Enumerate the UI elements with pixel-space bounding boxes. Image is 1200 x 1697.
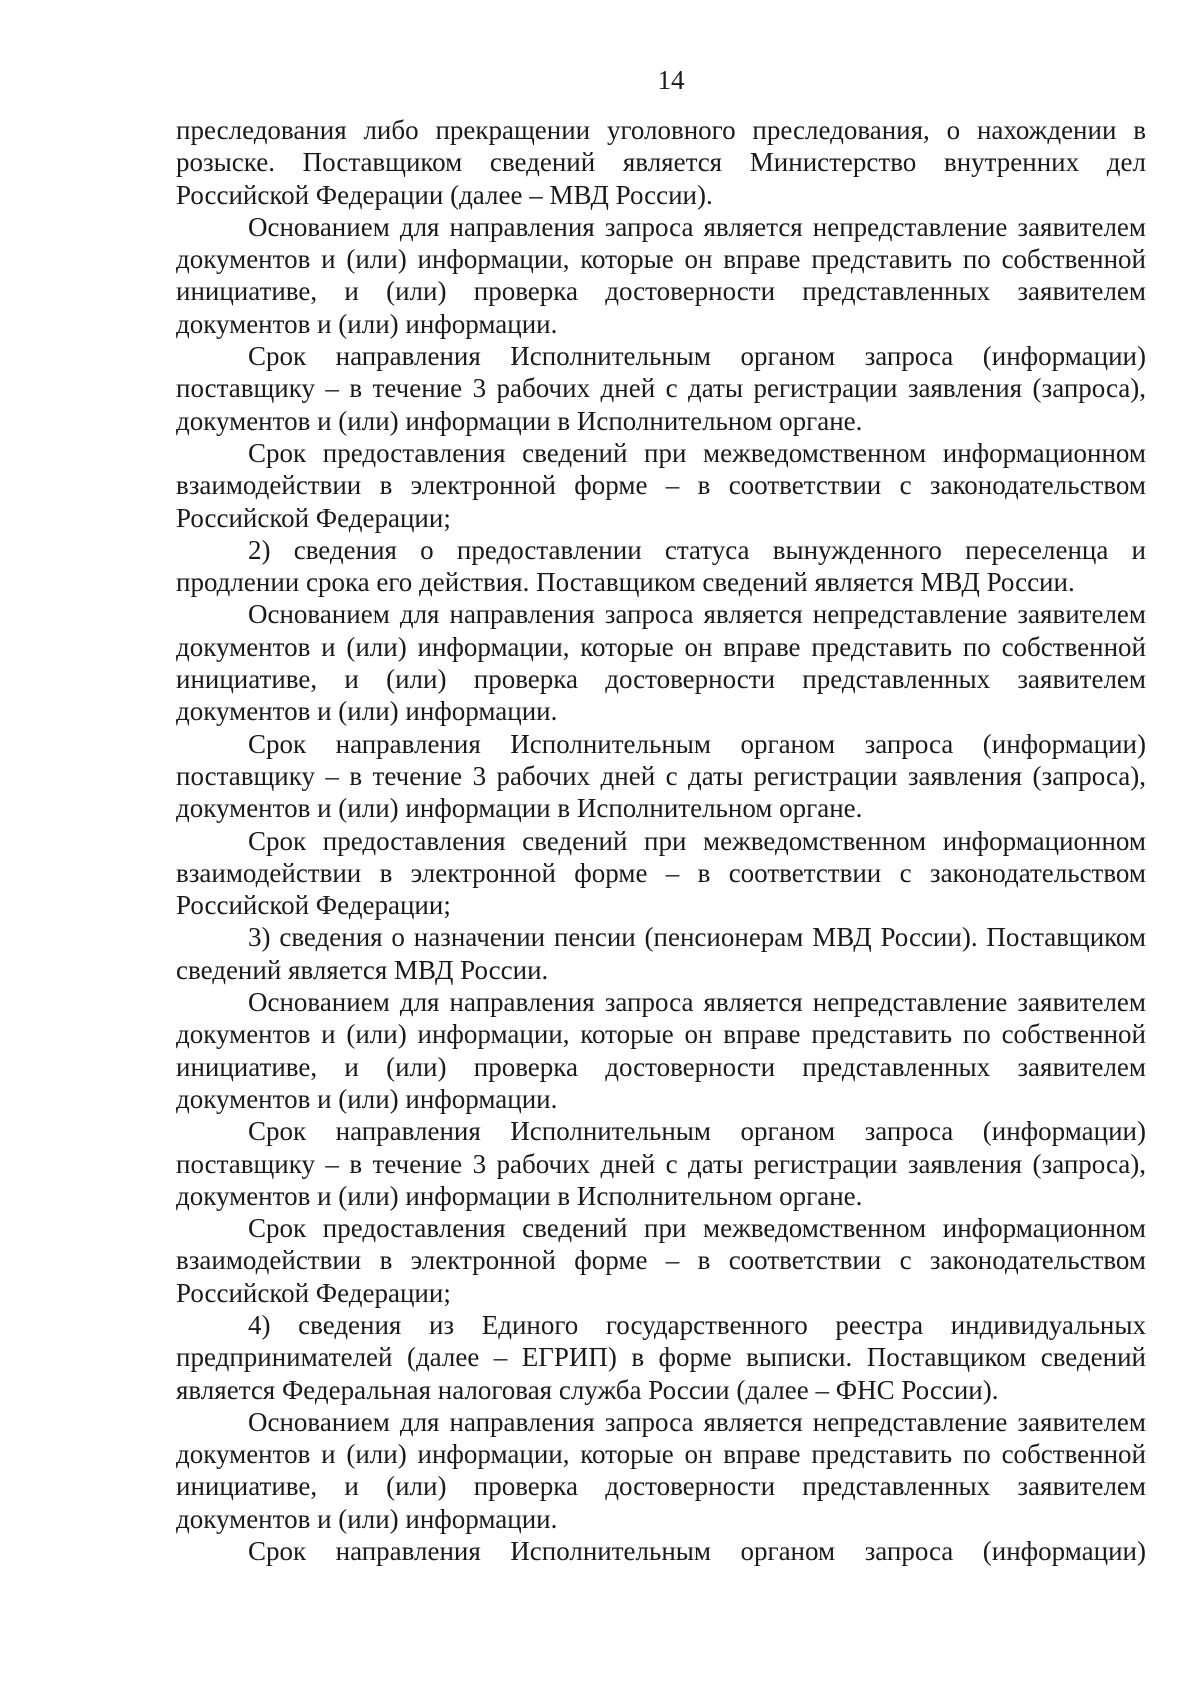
paragraph: 3) сведения о назначении пенсии (пенсионерам МВД России). Поставщиком сведений является МВД России. xyxy=(176,922,1146,985)
paragraph: преследования либо прекращении уголовного преследования, о нахождении в розыске. Поставщиком сведений является Министерство внутренних дел Российской Федерации (далее – МВД России). xyxy=(176,115,1146,210)
paragraph: 4) сведения из Единого государственного реестра индивидуальных предпринимателей (далее – ЕГРИП) в форме выписки. Поставщиком сведений является Федеральная налоговая служба России (далее – ФНС России). xyxy=(176,1309,1146,1405)
paragraph: Основанием для направления запроса является непредставление заявителем документов и (или) информации, которые он вправе представить по собственной инициативе, и (или) проверка достоверности представленных заявителем документов и (или) информации. xyxy=(176,599,1146,727)
paragraph: Основанием для направления запроса является непредставление заявителем документов и (или) информации, которые он вправе представить по собственной инициативе, и (или) проверка достоверности представленных заявителем документов и (или) информации. xyxy=(176,211,1146,339)
paragraph: Срок предоставления сведений при межведомственном информационном взаимодействии в электронной форме – в соответствии с законодательством Российской Федерации; xyxy=(176,825,1146,921)
page-number: 14 xyxy=(657,65,685,95)
paragraph: Срок предоставления сведений при межведомственном информационном взаимодействии в электронной форме – в соответствии с законодательством Российской Федерации; xyxy=(176,1213,1146,1308)
paragraph: Срок направления Исполнительным органом запроса (информации) поставщику – в течение 3 рабочих дней с даты регистрации заявления (запроса), документов и (или) информации в Исполнительном органе. xyxy=(176,341,1146,436)
paragraph: Срок предоставления сведений при межведомственном информационном взаимодействии в электронной форме – в соответствии с законодательством Российской Федерации; xyxy=(176,437,1146,533)
paragraph: Основанием для направления запроса является непредставление заявителем документов и (или) информации, которые он вправе представить по собственной инициативе, и (или) проверка достоверности представленных заявителем документов и (или) информации. xyxy=(176,987,1146,1114)
paragraph: Основанием для направления запроса является непредставление заявителем документов и (или) информации, которые он вправе представить по собственной инициативе, и (или) проверка достоверности представленных заявителем документов и (или) информации. xyxy=(176,1406,1146,1534)
document-body xyxy=(176,114,1146,1567)
paragraph: 2) сведения о предоставлении статуса вынужденного переселенца и продлении срока его действия. Поставщиком сведений является МВД России. xyxy=(176,534,1146,598)
paragraph: Срок направления Исполнительным органом запроса (информации) поставщику – в течение 3 рабочих дней с даты регистрации заявления (запроса), документов и (или) информации в Исполнительном органе. xyxy=(176,728,1146,824)
paragraph: Срок направления Исполнительным органом запроса (информации) поставщику – в течение 3 рабочих дней с даты регистрации заявления (запроса), документов и (или) информации в Исполнительном органе. xyxy=(176,1116,1146,1211)
paragraph: Срок направления Исполнительным органом запроса (информации) xyxy=(248,1536,1146,1567)
